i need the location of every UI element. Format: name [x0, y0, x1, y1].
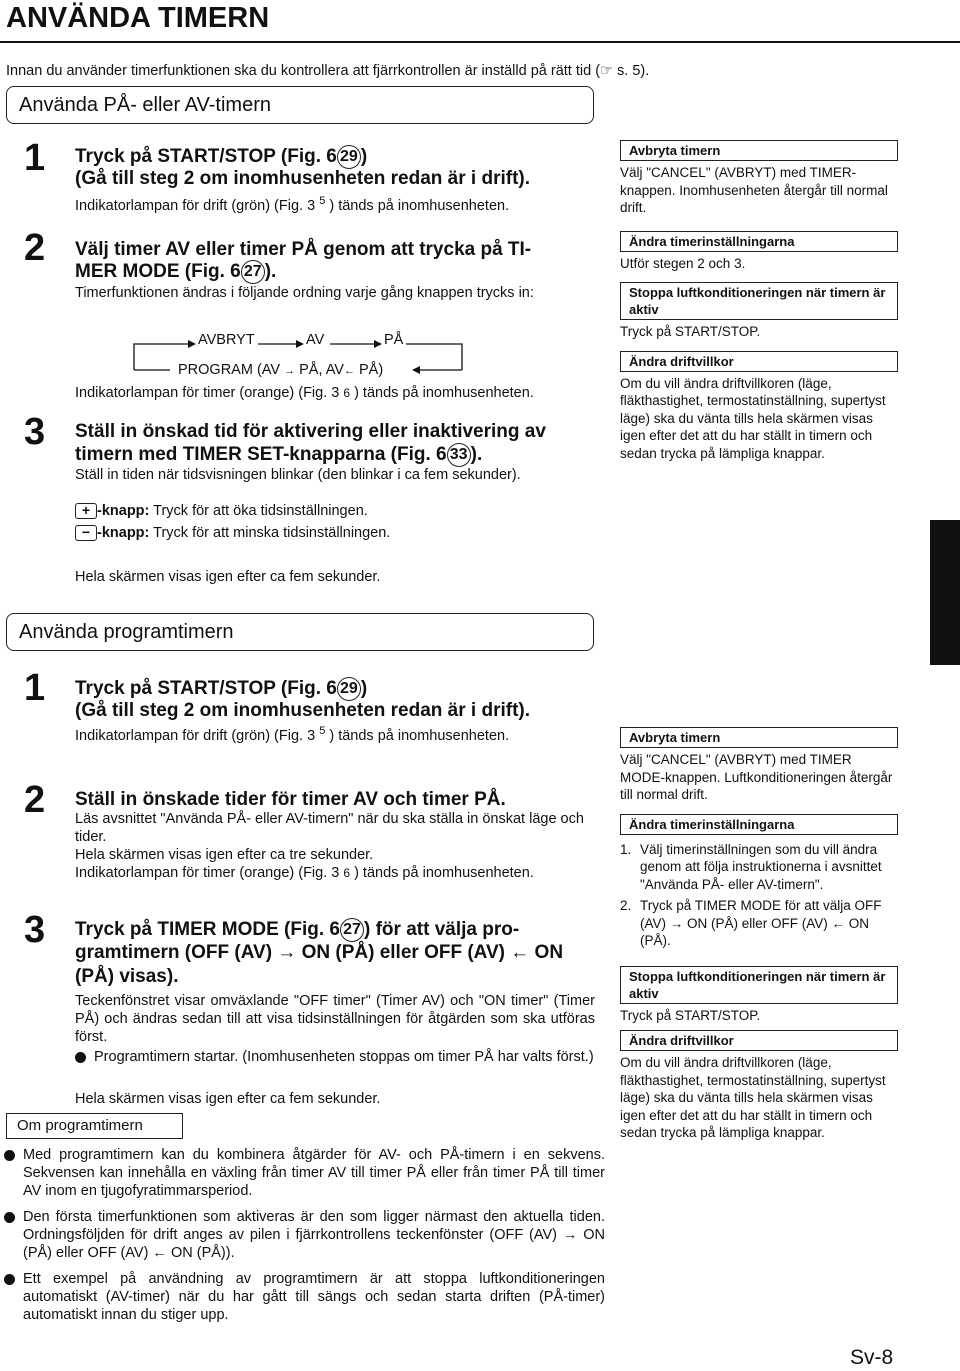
- step2-text: MER MODE (Fig. 6: [75, 261, 241, 283]
- cycle-step: PÅ: [384, 332, 404, 348]
- step2-desc2: Hela skärmen visas igen efter ca tre sekunder.: [75, 847, 374, 863]
- bullet-icon: [75, 1052, 86, 1063]
- ind-fig: 6: [343, 866, 351, 880]
- step1-ind-a: Indikatorlampan för drift (grön) (Fig. 3: [75, 727, 316, 744]
- step1-ind-fig: 5: [319, 195, 326, 207]
- step1-line3: [75, 722, 509, 745]
- step-number: 1: [24, 137, 46, 179]
- step1-line3: [75, 192, 509, 215]
- minus-button-row: [75, 524, 390, 542]
- ind-fig: 6: [343, 386, 351, 400]
- section2-heading: Använda programtimern: [19, 621, 234, 643]
- step3-line1: Ställ in önskad tid för aktivering eller inaktivering av: [75, 421, 546, 442]
- step1-line1: [75, 677, 367, 701]
- step2-line1: Välj timer AV eller timer PÅ genom att trycka på TI-: [75, 239, 532, 260]
- step3-end: ).: [470, 444, 483, 466]
- bullet-text: Programtimern startar. (Inomhusenheten stoppas om timer PÅ har valts först.): [94, 1049, 594, 1065]
- step1-end: ): [360, 678, 368, 700]
- minus-text: Tryck för att minska tidsinställningen.: [153, 525, 391, 541]
- fig-ref: 33: [447, 443, 471, 467]
- step3-footer: Hela skärmen visas igen efter ca fem sekunder.: [75, 1091, 381, 1107]
- step1-end: ): [360, 146, 368, 168]
- about-item: [0, 1270, 605, 1324]
- step1-ind-a: Indikatorlampan för drift (grön) (Fig. 3: [75, 197, 316, 214]
- section1-heading: Använda PÅ- eller AV-timern: [19, 94, 271, 116]
- fig-ref: 29: [337, 145, 361, 169]
- step3-bullet: [75, 1048, 595, 1066]
- sidebar-list-item: [620, 841, 898, 894]
- plus-label: -knapp:: [97, 503, 150, 519]
- step1-line1: [75, 145, 367, 169]
- step1-line2: (Gå till steg 2 om inomhusenheten redan är i drift).: [75, 168, 531, 189]
- step-number: 3: [24, 411, 46, 453]
- minus-label: -knapp:: [97, 525, 150, 541]
- sidebar-heading: Stoppa luftkonditioneringen när timern är aktiv: [620, 966, 898, 1004]
- list-marker: 1.: [620, 841, 632, 857]
- list-text: Välj timerinställningen som du vill ändra genom att följa instruktionerna i avsnittet "Använda PÅ- eller AV-timern".: [640, 841, 882, 892]
- step3-text: Tryck på TIMER MODE (Fig. 6: [75, 919, 340, 941]
- program-mid: PÅ, AV: [299, 362, 344, 378]
- ind-b: ) tänds på inomhusenheten.: [354, 865, 534, 881]
- step2-line2: [75, 260, 276, 284]
- step2-desc: Timerfunktionen ändras i följande ordning varje gång knappen trycks in:: [75, 285, 534, 301]
- step-number: 2: [24, 779, 46, 821]
- step3-desc: Ställ in tiden när tidsvisningen blinkar (den blinkar i ca fem sekunder).: [75, 467, 521, 483]
- bullet-icon: [4, 1150, 15, 1161]
- section2-sidebar: [620, 727, 898, 1142]
- ind-b: ) tänds på inomhusenheten.: [354, 385, 534, 401]
- minus-icon: −: [75, 525, 97, 541]
- ind-a: Indikatorlampan för timer (orange) (Fig. 3: [75, 865, 340, 881]
- sidebar-heading: Ändra timerinställningarna: [620, 231, 898, 252]
- intro-text: Innan du använder timerfunktionen ska du kontrollera att fjärrkontrollen är inställd på rätt tid (☞ s. 5).: [6, 63, 650, 79]
- page-number: Sv-8: [850, 1346, 894, 1369]
- timer-cycle-diagram: [130, 326, 470, 378]
- program-end: PÅ): [359, 362, 384, 378]
- step1-ind-fig: 5: [319, 725, 326, 737]
- section1-sidebar: [620, 140, 898, 462]
- sidebar-text: Välj "CANCEL" (AVBRYT) med TIMER MODE-knappen. Luftkonditioneringen återgår till normal drift.: [620, 752, 893, 802]
- step-number: 3: [24, 909, 46, 951]
- step2-desc: Läs avsnittet "Använda PÅ- eller AV-timern" när du ska ställa in önskat läge och tider.: [75, 811, 584, 845]
- step2-line1: Ställ in önskade tider för timer AV och timer PÅ.: [75, 789, 506, 810]
- step1-line2: (Gå till steg 2 om inomhusenheten redan är i drift).: [75, 700, 531, 721]
- step-number: 1: [24, 667, 46, 709]
- cycle-step: AV: [306, 332, 325, 348]
- sidebar-text: Tryck på START/STOP.: [620, 324, 761, 339]
- step1-text: Tryck på START/STOP (Fig. 6: [75, 146, 337, 168]
- step3-footer: Hela skärmen visas igen efter ca fem sekunder.: [75, 569, 381, 585]
- sidebar-heading: Ändra driftvillkor: [620, 351, 898, 372]
- section2-header-box: [6, 613, 594, 651]
- about-heading: Om programtimern: [17, 1117, 143, 1134]
- title-rule: [0, 41, 960, 43]
- about-text: Den första timerfunktionen som aktiveras är den som ligger närmast den aktuella tiden. Ordningsföljden för drift anges av pilen i fjärrkontrollens teckenfönster (OFF (AV) → ON (PÅ) eller OFF (AV) ← ON (PÅ)).: [23, 1209, 605, 1261]
- about-header-box: [6, 1113, 183, 1139]
- step3-text: timern med TIMER SET-knapparna (Fig. 6: [75, 444, 447, 466]
- step2-indicator: [75, 384, 534, 402]
- list-text: Tryck på TIMER MODE för att välja OFF (AV) → ON (PÅ) eller OFF (AV) ← ON (PÅ).: [640, 898, 882, 948]
- list-marker: 2.: [620, 898, 632, 913]
- about-item: [0, 1208, 605, 1262]
- fig-ref: 29: [337, 677, 361, 701]
- sidebar-heading: Stoppa luftkonditioneringen när timern är aktiv: [620, 282, 898, 320]
- sidebar-list-item: [620, 897, 898, 950]
- step1-ind-b: ) tänds på inomhusenheten.: [329, 197, 510, 214]
- step2-indicator: [75, 864, 534, 882]
- fig-ref: 27: [241, 260, 265, 284]
- about-item: [0, 1146, 605, 1200]
- sidebar-heading: Avbryta timern: [620, 140, 898, 161]
- page-title: ANVÄNDA TIMERN: [6, 2, 270, 34]
- program-label: PROGRAM (AV: [178, 362, 281, 378]
- sidebar-text: Om du vill ändra driftvillkoren (läge, fläkthastighet, termostatinställning, supertyst läge) ska du vänta tills hela skärmen visas igen efter det att du har ställt in timern och sedan trycka på lämpliga knappar.: [620, 375, 886, 461]
- about-text: Ett exempel på användning av programtimern är att stoppa luftkonditioneringen automatiskt (AV-timer) när du har gått till sängs och sedan starta driften (PÅ-timer) automatiskt innan du stiger upp.: [23, 1271, 605, 1323]
- bullet-icon: [4, 1274, 15, 1285]
- cycle-program: PROGRAM (AV → PÅ, AV← PÅ): [178, 362, 384, 378]
- sidebar-text: Utför stegen 2 och 3.: [620, 255, 746, 271]
- step2-end: ).: [264, 261, 277, 283]
- step3-end: ) för att välja pro-: [364, 919, 520, 941]
- step3-line2: [75, 443, 482, 467]
- step3-desc: Teckenfönstret visar omväxlande "OFF timer" (Timer AV) och "ON timer" (Timer PÅ) och ändras sedan till att visa tidsinställningen för åtgärden som ska utföras först.: [75, 993, 595, 1045]
- sidebar-text: Om du vill ändra driftvillkoren (läge, fläkthastighet, termostatinställning, supertyst läge) ska du vänta tills hela skärmen visas igen efter det att du har ställt in timern och sedan trycka på lämpliga knappar.: [620, 1055, 886, 1140]
- step-number: 2: [24, 227, 46, 269]
- fig-ref: 27: [340, 918, 364, 942]
- side-tab-marker: [930, 520, 960, 665]
- about-list: [0, 1146, 605, 1324]
- step3-line3: (PÅ) visas).: [75, 966, 179, 987]
- sidebar-heading: Ändra timerinställningarna: [620, 814, 898, 835]
- about-text: Med programtimern kan du kombinera åtgärder för AV- och PÅ-timern i en sekvens. Sekvensen kan innehålla en växling från timer AV till timer PÅ eller från timer PÅ till timer AV inom en tjugofyratimmarsperiod.: [23, 1147, 605, 1199]
- plus-text: Tryck för att öka tidsinställningen.: [153, 503, 368, 519]
- bullet-icon: [4, 1212, 15, 1223]
- sidebar-text: Välj "CANCEL" (AVBRYT) med TIMER-knappen. Inomhusenheten återgår till normal drift.: [620, 165, 888, 215]
- sidebar-text: Tryck på START/STOP.: [620, 1007, 761, 1023]
- step3-line2: gramtimern (OFF (AV) → ON (PÅ) eller OFF (AV) ← ON: [75, 942, 564, 963]
- ind-a: Indikatorlampan för timer (orange) (Fig. 3: [75, 385, 340, 401]
- plus-icon: +: [75, 503, 97, 519]
- section1-header-box: [6, 86, 594, 124]
- step1-text: Tryck på START/STOP (Fig. 6: [75, 678, 337, 700]
- sidebar-heading: Ändra driftvillkor: [620, 1030, 898, 1051]
- step3-line1: [75, 918, 519, 942]
- step1-ind-b: ) tänds på inomhusenheten.: [329, 727, 510, 744]
- cycle-step: AVBRYT: [198, 332, 255, 348]
- plus-button-row: [75, 502, 368, 520]
- sidebar-heading: Avbryta timern: [620, 727, 898, 748]
